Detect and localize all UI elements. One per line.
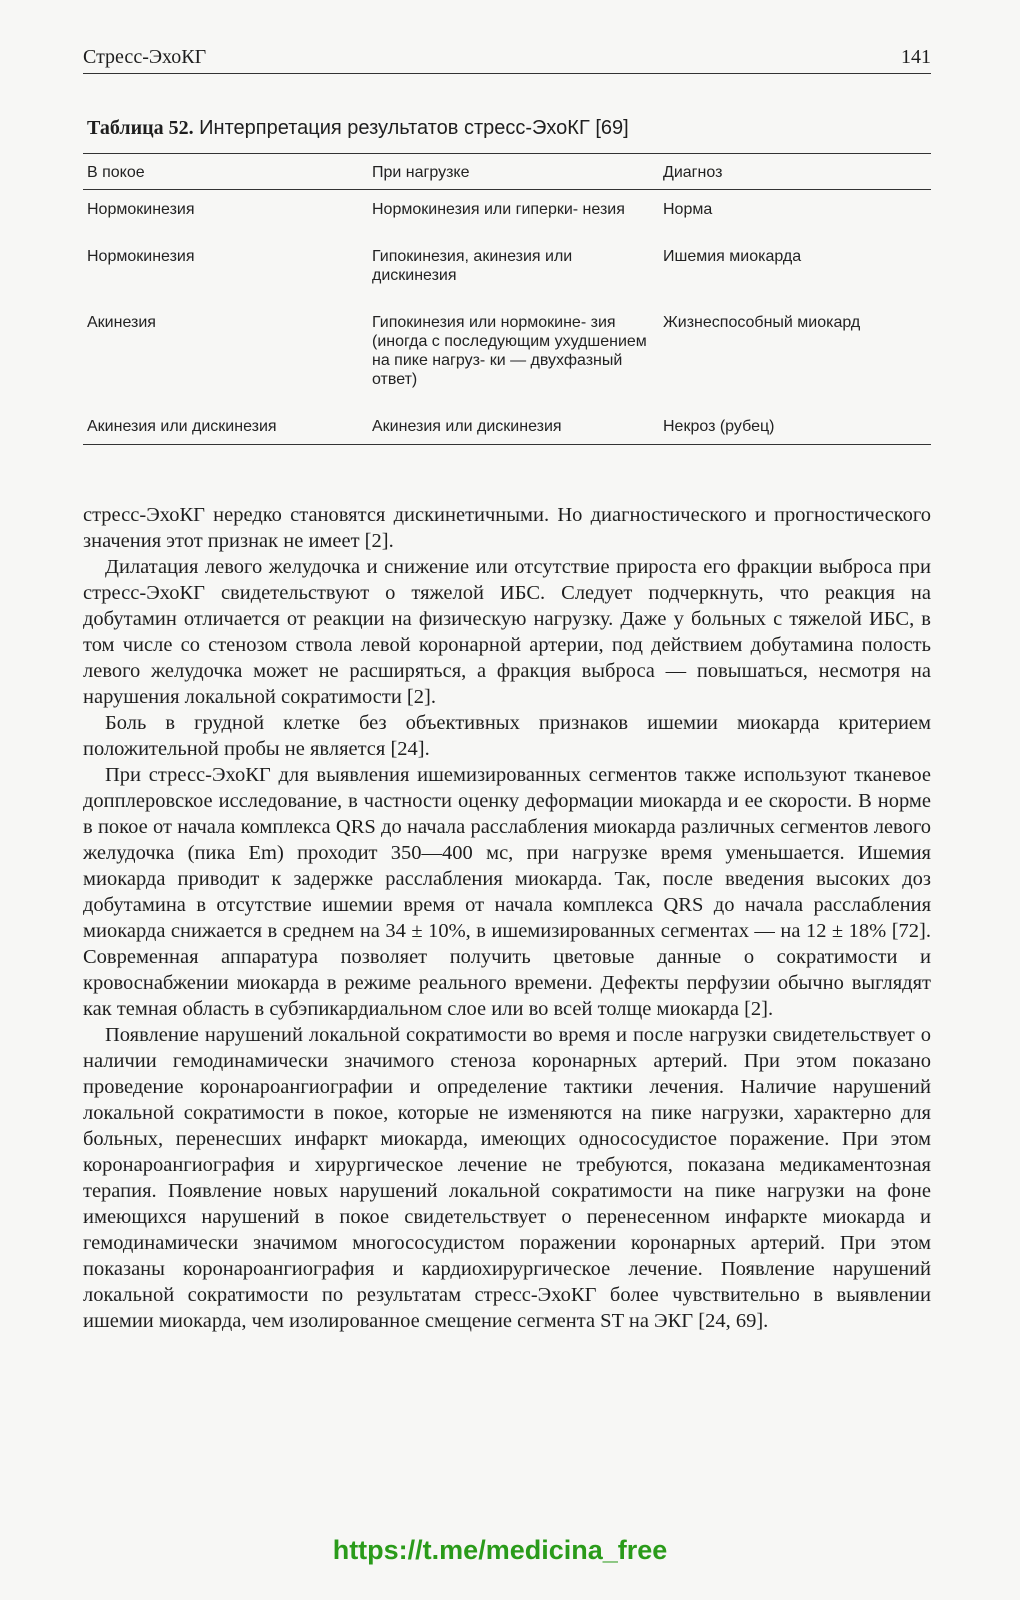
table-cell: Акинезия bbox=[87, 314, 156, 331]
table-cell: Нормокинезия или гиперки- незия bbox=[372, 201, 625, 218]
column-header-load: При нагрузке bbox=[372, 164, 470, 181]
running-header bbox=[83, 46, 931, 74]
paragraph: Появление нарушений локальной сократимости во время и после нагрузки свидетельствует о наличии гемодинамически значимого стеноза коронарных артерий. При этом показано проведение коронароангиографии и определение тактики лечения. Наличие нарушений локальной сократимости в покое, которые не изменяются на пике нагрузки, характерно для больных, перенесших инфаркт миокарда, имеющих однососудистое поражение. При этом коронароангиография и хирургическое лечение не требуются, показана медикаментозная терапия. Появление новых нарушений локальной сократимости на пике нагрузки на фоне имеющихся нарушений в покое свидетельствует о перенесенном инфаркте миокарда и гемодинамически значимом многососудистом поражении коронарных артерий. При этом показаны коронароангиография и кардиохирургическое лечение. Появление нарушений локальной сократимости по результатам стресс-ЭхоКГ более чувствительно в выявлении ишемии миокарда, чем изолированное смещение сегмента ST на ЭКГ [24, 69]. bbox=[83, 1024, 931, 1332]
paragraph: Боль в грудной клетке без объективных признаков ишемии миокарда критерием положительной пробы не является [24]. bbox=[83, 712, 931, 760]
paragraph: При стресс-ЭхоКГ для выявления ишемизированных сегментов также используют тканевое допплеровское исследование, в частности оценку деформации миокарда и ее скорости. В норме в покое от начала комплекса QRS до начала расслабления миокарда различных сегментов левого желудочка (пика Em) проходит 350—400 мс, при нагрузке время уменьшается. Ишемия миокарда приводит к задержке расслабления миокарда. Так, после введения высоких доз добутамина в отсутствие ишемии время от начала комплекса QRS до начала расслабления миокарда снижается в среднем на 34 ± 10%, в ишемизированных сегментах — на 12 ± 18% [72]. Современная аппаратура позволяет получить цветовые данные о сократимости и кровоснабжении миокарда в режиме реального времени. Дефекты перфузии обычно выглядят как темная область в субэпикардиальном слое или во всей толще миокарда [2]. bbox=[83, 764, 931, 1020]
table-caption-text: Интерпретация результатов стресс-ЭхоКГ [69] bbox=[193, 117, 629, 139]
table-cell: Гипокинезия или нормокине- зия (иногда с последующим ухудшением на пике нагруз- ки — двухфазный ответ) bbox=[372, 314, 647, 388]
paragraph: стресс-ЭхоКГ нередко становятся дискинетичными. Но диагностического и прогностического значения этот признак не имеет [2]. bbox=[83, 504, 931, 552]
table-cell: Норма bbox=[663, 201, 713, 218]
table-caption bbox=[87, 117, 629, 140]
table-cell: Акинезия или дискинезия bbox=[372, 418, 562, 435]
table-row bbox=[83, 237, 931, 285]
section-title: Стресс-ЭхоКГ bbox=[83, 46, 207, 68]
table-bottom-rule bbox=[83, 444, 931, 445]
table-cell: Акинезия или дискинезия bbox=[87, 418, 277, 435]
table-caption-label: Таблица 52. bbox=[87, 117, 194, 139]
page-number: 141 bbox=[901, 46, 931, 68]
table-row bbox=[83, 190, 931, 219]
column-header-diagnosis: Диагноз bbox=[663, 164, 723, 181]
table-row bbox=[83, 303, 931, 389]
interpretation-table bbox=[83, 153, 931, 445]
paragraph: Дилатация левого желудочка и снижение или отсутствие прироста его фракции выброса при стресс-ЭхоКГ свидетельствуют о тяжелой ИБС. Следует подчеркнуть, что реакция на добутамин отличается от реакции на физическую нагрузку. Даже у больных с тяжелой ИБС, в том числе со стенозом ствола левой коронарной артерии, под действием добутамина полость левого желудочка может не расширяться, а фракция выброса — повышаться, несмотря на нарушения локальной сократимости [2]. bbox=[83, 556, 931, 708]
table-cell: Гипокинезия, акинезия или дискинезия bbox=[372, 248, 573, 284]
table-cell: Ишемия миокарда bbox=[663, 248, 802, 265]
table-row bbox=[83, 407, 931, 444]
column-header-rest: В покое bbox=[87, 164, 145, 181]
table-cell: Жизнеспособный миокард bbox=[663, 314, 861, 331]
table-header-row bbox=[83, 154, 931, 189]
table-cell: Некроз (рубец) bbox=[663, 418, 775, 435]
table-cell: Нормокинезия bbox=[87, 201, 195, 218]
telegram-link[interactable]: https://t.me/medicina_free bbox=[332, 1535, 668, 1565]
body-text bbox=[83, 502, 931, 1334]
table-cell: Нормокинезия bbox=[87, 248, 195, 265]
